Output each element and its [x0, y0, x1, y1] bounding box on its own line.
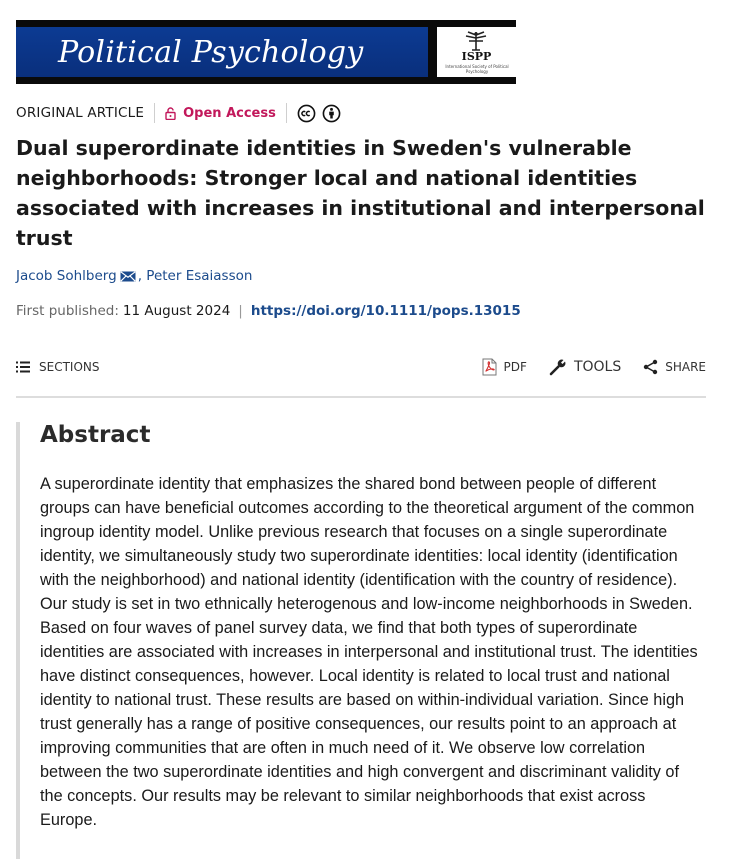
pdf-button[interactable]: [482, 358, 527, 376]
abstract-heading: Abstract: [40, 422, 151, 448]
share-button[interactable]: [643, 359, 706, 375]
journal-name: Political Psychology: [58, 35, 364, 70]
author-list: [16, 268, 252, 284]
article-title: Dual superordinate identities in Sweden's vulnerable neighborhoods: Stronger local and national identities associated with increases in institutional and interpersonal trust: [16, 136, 705, 250]
abstract-accent-bar: [16, 422, 20, 859]
society-logo[interactable]: [437, 27, 516, 77]
pdf-label: PDF: [503, 360, 527, 374]
article-meta: [16, 102, 341, 124]
by-icon[interactable]: [322, 104, 341, 123]
doi-link[interactable]: https://doi.org/10.1111/pops.13015: [250, 303, 521, 319]
society-abbr: ISPP: [461, 50, 492, 63]
meta-divider: [154, 103, 155, 123]
share-icon: [643, 359, 658, 375]
journal-banner-title-area: [16, 27, 428, 77]
tools-label: TOOLS: [573, 359, 622, 375]
email-icon[interactable]: [120, 271, 136, 282]
society-crest-icon: [462, 31, 490, 51]
cc-icon[interactable]: [297, 104, 316, 123]
author-separator: ,: [137, 268, 142, 284]
tools-button[interactable]: [549, 358, 621, 376]
sections-label: SECTIONS: [39, 360, 100, 374]
first-published-date: 11 August 2024: [122, 303, 231, 319]
license-icons[interactable]: [297, 104, 341, 123]
article-toolbar: [16, 358, 706, 382]
journal-banner[interactable]: [16, 20, 516, 84]
author-link-sohlberg[interactable]: Jacob Sohlberg: [16, 268, 117, 284]
open-access-badge[interactable]: [165, 106, 276, 121]
abstract-text: A superordinate identity that emphasizes the shared bond between people of different groups can have beneficial outcomes according to the theoretical argument of the common ingroup identity model. Unlike previous research that focuses on a single superordinate identity, we simultaneously study two superordinate identities: local identity (identification with the neighborhood) and national identity (identification with the country of residence). Our study is set in two ethnically heterogenous and low-income neighborhoods in Sweden. Based on four waves of panel survey data, we find that both types of superordinate identities are associated with increases in interpersonal and institutional trust. The identities have distinct consequences, however. Local identity is related to local trust and national identity to national trust. These results are based on within-individual variation. Since high trust generally has a range of positive consequences, our results point to an approach at improving communities that are often in much need of it. We observe low correlation between the two superordinate identities and high convergent and discriminant validity of the concepts. Our results may be relevant to similar neighborhoods that exist across Europe.: [40, 475, 698, 829]
open-access-label: Open Access: [183, 105, 276, 121]
wrench-icon: [549, 358, 567, 376]
pdf-icon: [482, 358, 497, 376]
list-icon: [16, 361, 30, 373]
society-full-name: International Society of Political Psychology: [445, 64, 509, 74]
pub-separator: |: [238, 303, 243, 319]
unlock-icon: [165, 107, 176, 120]
share-label: SHARE: [665, 360, 706, 374]
author-link-esaiasson[interactable]: Peter Esaiasson: [146, 268, 253, 284]
sections-button[interactable]: [16, 360, 100, 374]
publication-info: [16, 303, 521, 319]
article-type: ORIGINAL ARTICLE: [16, 105, 145, 121]
first-published-label: First published:: [16, 303, 119, 319]
toolbar-actions: [460, 358, 706, 376]
toolbar-divider: [16, 396, 706, 398]
meta-divider-2: [286, 103, 287, 123]
